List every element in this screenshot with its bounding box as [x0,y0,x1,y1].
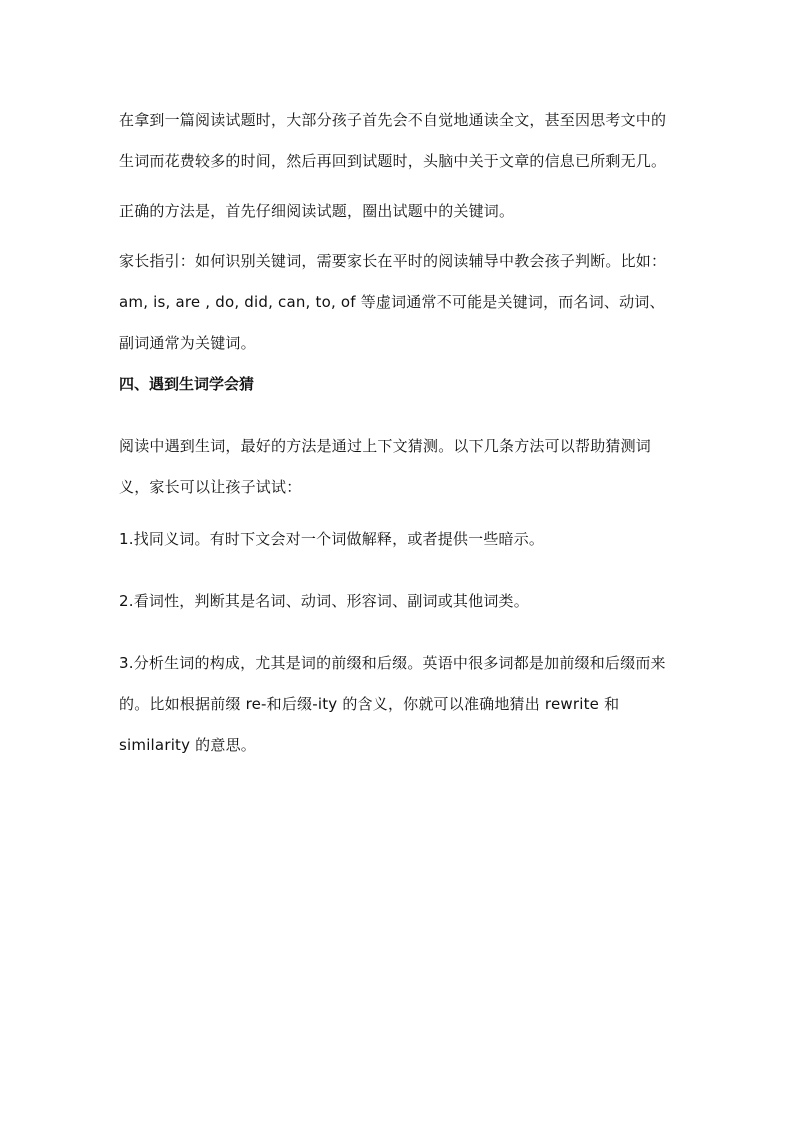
section-heading: 四、遇到生词学会猜 [119,375,255,393]
list-item-part-of-speech: 2.看词性，判断其是名词、动词、形容词、副词或其他词类。 [119,592,529,610]
document-page [119,100,679,766]
paragraph-correct-method: 正确的方法是，首先仔细阅读试题，圈出试题中的关键词。 [119,202,515,220]
paragraph-reading-habits: 在拿到一篇阅读试题时，大部分孩子首先会不自觉地通读全文，甚至因思考文中的生词而花费较多的时间，然后再回到试题时，头脑中关于文章的信息已所剩无几。 [119,111,667,170]
paragraph-guess-words: 阅读中遇到生词，最好的方法是通过上下文猜测。以下几条方法可以帮助猜测词义，家长可以让孩子试试： [119,437,652,496]
paragraph-parent-guide: 家长指引：如何识别关键词，需要家长在平时的阅读辅导中教会孩子判断。比如：am, is, are , do, did, can, to, of 等虚词通常不可能是关键词，而名词、动词、副词通常为关键词。 [119,252,667,352]
list-item-word-formation: 3.分析生词的构成，尤其是词的前缀和后缀。英语中很多词都是加前缀和后缀而来的。比如根据前缀 re-和后缀-ity 的含义，你就可以准确地猜出 rewrite 和 similarity 的意思。 [119,654,666,754]
list-item-synonyms: 1.找同义词。有时下文会对一个词做解释，或者提供一些暗示。 [119,530,545,548]
